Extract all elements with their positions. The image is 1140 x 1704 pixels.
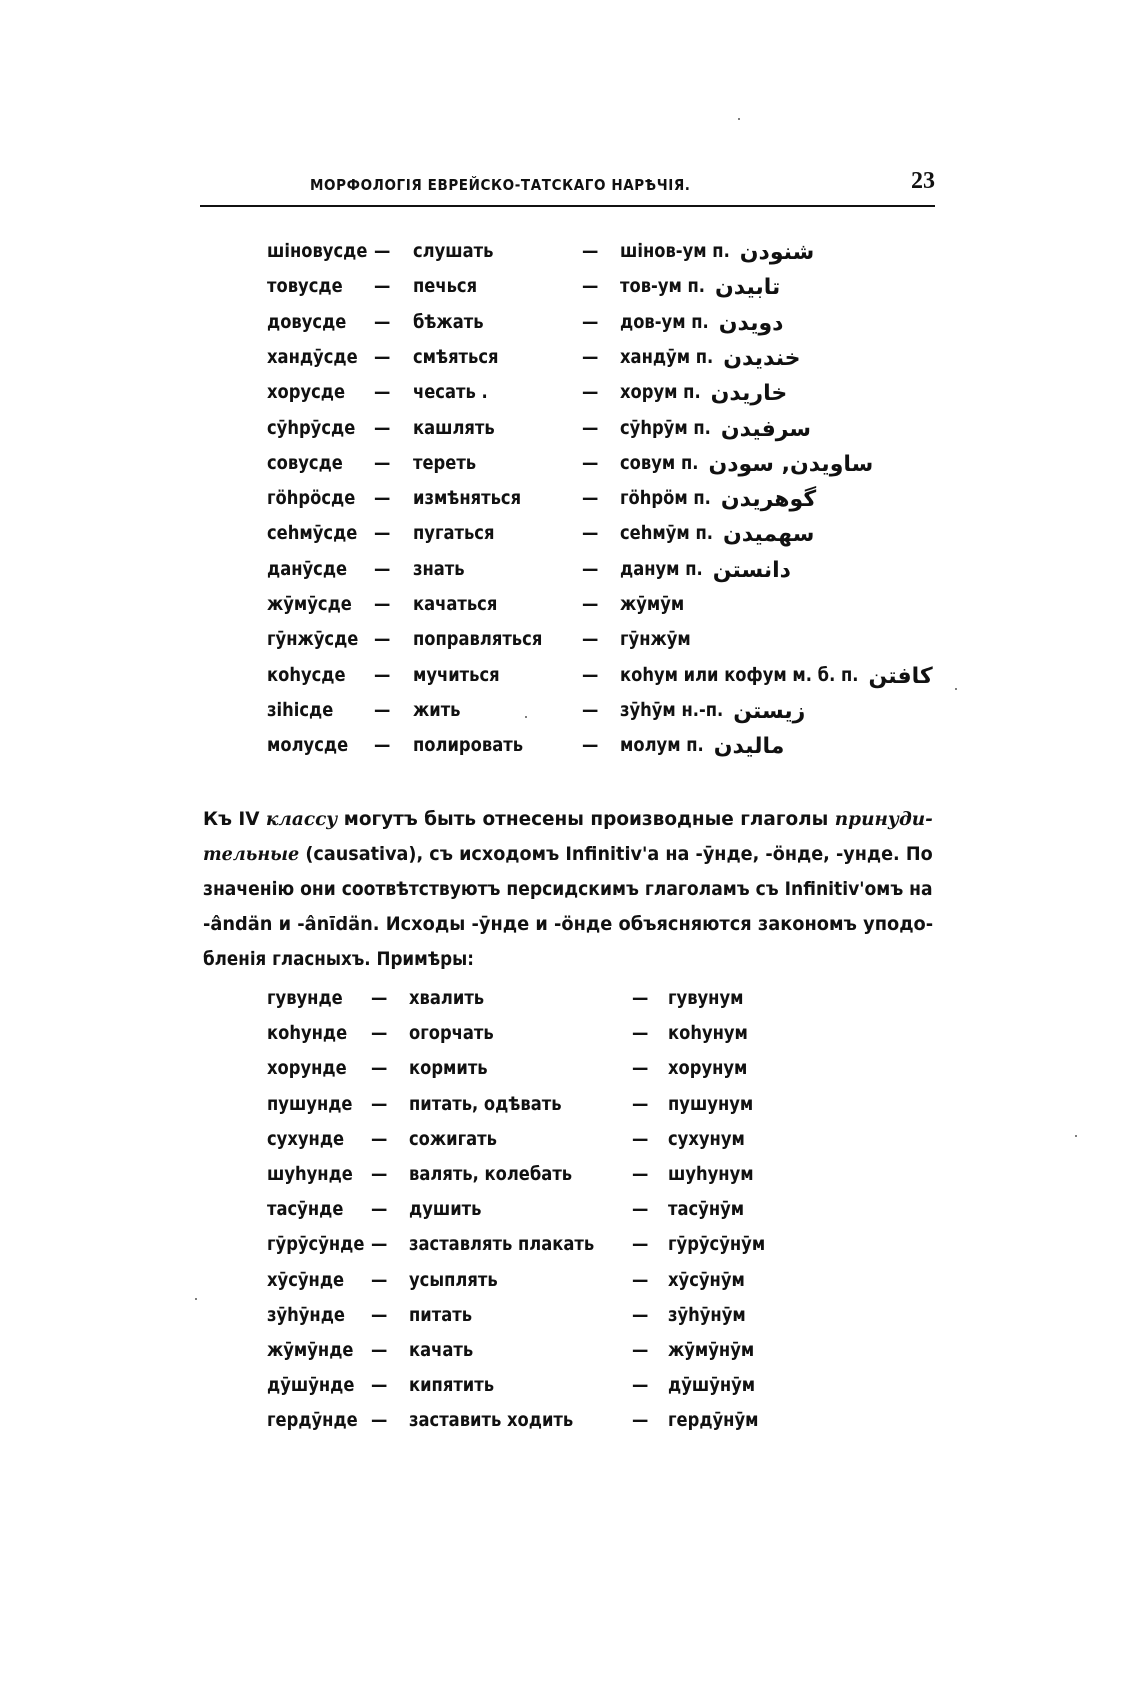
em-dash: — [582,628,599,651]
em-dash: — [582,557,599,580]
em-dash: — [582,522,599,545]
em-dash: — [374,557,391,580]
em-dash: — [371,1339,388,1361]
persian-cognate: مالیدن [713,734,785,760]
table-row [0,1022,1140,1056]
em-dash: — [371,1057,388,1080]
em-dash: — [582,487,599,510]
causative-meaning: питать [409,1303,473,1326]
em-dash: — [582,698,599,721]
causative-infinitive: дӯшӯнде [267,1374,355,1397]
em-dash: — [371,987,388,1009]
em-dash: — [374,381,391,404]
persian-cognate: دویدن [718,310,784,336]
causative-infinitive: зӯһӯнде [267,1303,346,1326]
em-dash: — [632,1127,649,1150]
table-row [0,734,1140,768]
em-dash: — [582,663,599,686]
em-dash: — [632,987,649,1009]
table-row [0,1233,1140,1267]
verb-infinitive: коһусде [267,663,346,686]
em-dash: — [582,345,599,368]
verb-present-form: шінов-ум п. [620,240,730,262]
causative-infinitive: гувунде [267,987,343,1009]
em-dash: — [371,1163,388,1185]
causative-meaning: валять, колебать [409,1163,573,1185]
em-dash: — [374,487,391,510]
verb-infinitive: хандӯсде [267,345,358,368]
persian-cognate: خندیدن [723,345,801,371]
verb-present-form: гӯнжӯм [620,628,691,651]
em-dash: — [632,1268,649,1291]
table-row [0,1339,1140,1373]
verb-meaning: мучиться [413,663,500,686]
causative-infinitive: тасӯнде [267,1198,344,1221]
verb-meaning: пугаться [413,522,495,545]
verb-infinitive: сеһмӯсде [267,522,358,545]
em-dash: — [632,1163,649,1185]
em-dash: — [582,593,599,615]
verb-meaning: бѣжать [413,310,484,333]
verb-present-form: хандӯм п. [620,345,714,368]
table-row [0,1409,1140,1443]
causative-infinitive: хорунде [267,1057,347,1080]
causative-present-form: хӯсӯнӯм [668,1268,745,1291]
verb-present-form: сеһмӯм п. [620,522,713,545]
verb-infinitive: гӯнжӯсде [267,628,359,651]
verb-meaning: поправляться [413,628,543,651]
verb-infinitive: молусде [267,734,349,757]
causative-infinitive: коһунде [267,1022,348,1045]
em-dash: — [632,1374,649,1397]
em-dash: — [582,240,599,262]
paragraph-line-5: бленія гласныхъ. Примѣры: [203,948,474,970]
verb-meaning: жить [413,698,461,721]
verb-infinitive: хорусде [267,381,346,404]
causative-present-form: шуһунум [668,1163,754,1185]
verb-present-form: тов-ум п. [620,275,706,298]
em-dash: — [374,628,391,651]
em-dash: — [582,310,599,333]
causative-meaning: сожигать [409,1127,497,1150]
table-row [0,987,1140,1021]
verb-infinitive: совусде [267,451,343,474]
causative-infinitive: хӯсӯнде [267,1268,345,1291]
table-row [0,381,1140,415]
em-dash: — [371,1409,388,1432]
em-dash: — [582,451,599,474]
scan-speck [195,1298,197,1300]
persian-cognate: دانستن [712,557,791,583]
running-title: МОРФОЛОГІЯ ЕВРЕЙСКО-ТАТСКАГО НАРѢЧІЯ. [310,176,691,194]
table-row [0,487,1140,521]
table-row [0,311,1140,345]
verb-present-form: дов-ум п. [620,310,709,333]
verb-present-form: гӧһрӧм п. [620,487,711,510]
verb-meaning: кашлять [413,416,495,439]
causative-present-form: сухунум [668,1127,745,1150]
table-row [0,1128,1140,1162]
scan-speck [1075,1135,1077,1137]
persian-cognate: گوهریدن [720,487,817,513]
causative-meaning: заставить ходить [409,1409,574,1432]
em-dash: — [374,522,391,545]
causative-present-form: гувунум [668,987,744,1009]
em-dash: — [371,1022,388,1045]
em-dash: — [632,1092,649,1115]
verb-infinitive: довусде [267,310,347,333]
table-row [0,1093,1140,1127]
page-number: 23 [911,168,935,194]
em-dash: — [374,416,391,439]
causative-meaning: усыплять [409,1268,498,1291]
em-dash: — [632,1339,649,1361]
persian-cognate: سهمیدن [722,522,815,548]
em-dash: — [374,593,391,615]
causative-meaning: заставлять плакать [409,1233,595,1256]
table-row [0,346,1140,380]
scan-speck [955,688,957,690]
causative-meaning: душить [409,1198,482,1221]
em-dash: — [632,1198,649,1221]
causative-meaning: хвалить [409,987,485,1009]
causative-present-form: тасӯнӯм [668,1198,745,1221]
causative-infinitive: гердӯнде [267,1409,358,1432]
em-dash: — [582,275,599,298]
em-dash: — [632,1409,649,1432]
persian-cognate: تابیدن [715,275,781,301]
verb-meaning: чесать . [413,381,488,404]
em-dash: — [374,275,391,298]
em-dash: — [371,1198,388,1221]
em-dash: — [632,1303,649,1326]
table-row [0,1374,1140,1408]
verb-present-form: сӯһрӯм п. [620,416,711,439]
table-row [0,1163,1140,1197]
header-rule [200,205,935,207]
verb-present-form: зӯһӯм н.-п. [620,698,724,721]
verb-infinitive: товусде [267,275,343,298]
table-row [0,1198,1140,1232]
causative-meaning: качать [409,1339,474,1361]
verb-present-form: хорум п. [620,381,701,404]
causative-meaning: огорчать [409,1022,494,1045]
causative-present-form: жӯмӯнӯм [668,1339,755,1361]
table-row [0,1057,1140,1091]
verb-meaning: тереть [413,451,477,474]
causative-present-form: зӯһӯнӯм [668,1303,746,1326]
verb-meaning: слушать [413,240,494,262]
paragraph-line-4: -ândän и -ânīdän. Исходы -ӯнде и -ӧнде объясняются закономъ уподо- [203,913,934,935]
verb-infinitive: зіһісде [267,698,334,721]
verb-infinitive: сӯһрӯсде [267,416,356,439]
table-row [0,628,1140,662]
table-row [0,452,1140,486]
persian-cognate: ساویدن, سودن [708,451,874,477]
table-row [0,275,1140,309]
causative-present-form: дӯшӯнӯм [668,1374,756,1397]
persian-cognate: سرفیدن [720,416,812,442]
verb-infinitive: данӯсде [267,557,348,580]
verb-present-form: совум п. [620,451,699,474]
persian-cognate: زیستن [733,698,806,724]
table-row [0,240,1140,274]
paragraph-line-3: значенію они соотвѣтствуютъ персидскимъ глаголамъ съ Infinitiv'омъ на [203,878,933,900]
em-dash: — [371,1303,388,1326]
scan-speck [738,118,740,120]
causative-present-form: пушунум [668,1092,754,1115]
em-dash: — [374,663,391,686]
causative-meaning: кормить [409,1057,488,1080]
causative-meaning: питать, одѣвать [409,1092,562,1115]
verb-meaning: печься [413,275,478,298]
verb-present-form: коһум или кофум м. б. п. [620,663,859,686]
verb-infinitive: жӯмӯсде [267,593,352,615]
causative-infinitive: жӯмӯнде [267,1339,354,1361]
em-dash: — [582,381,599,404]
persian-cognate: خاریدن [710,381,788,407]
verb-present-form: молум п. [620,734,704,757]
em-dash: — [632,1022,649,1045]
table-row [0,1304,1140,1338]
em-dash: — [371,1127,388,1150]
em-dash: — [374,734,391,757]
table-row [0,664,1140,698]
em-dash: — [632,1233,649,1256]
causative-meaning: кипятить [409,1374,495,1397]
scan-speck [525,716,527,718]
em-dash: — [371,1374,388,1397]
causative-infinitive: шуһунде [267,1163,353,1185]
causative-present-form: хорунум [668,1057,748,1080]
verb-present-form: данум п. [620,557,703,580]
em-dash: — [374,698,391,721]
table-row [0,699,1140,733]
em-dash: — [371,1233,388,1256]
persian-cognate: کافتن [868,663,933,689]
verb-infinitive: гӧһрӧсде [267,487,356,510]
running-head [200,168,935,202]
verb-meaning: знать [413,557,465,580]
causative-present-form: гердӯнӯм [668,1409,759,1432]
verb-meaning: полировать [413,734,524,757]
verb-meaning: смѣяться [413,345,499,368]
causative-present-form: коһунум [668,1022,748,1045]
em-dash: — [374,451,391,474]
verb-meaning: измѣняться [413,487,522,510]
persian-cognate: شنودن [739,240,815,265]
em-dash: — [374,345,391,368]
paragraph-line-1: Къ IV классу могутъ быть отнесены производные глаголы принуди- [203,808,933,830]
causative-infinitive: пушунде [267,1092,353,1115]
em-dash: — [371,1268,388,1291]
causative-infinitive: гӯрӯсӯнде [267,1233,365,1256]
body-paragraph [203,802,933,977]
em-dash: — [371,1092,388,1115]
table-row [0,593,1140,627]
table-row [0,417,1140,451]
causative-present-form: гӯрӯсӯнӯм [668,1233,766,1256]
paragraph-line-2: тельные (causativa), съ исходомъ Infinitiv'а на -ӯнде, -ӧнде, -унде. По [203,843,933,865]
em-dash: — [582,416,599,439]
em-dash: — [582,734,599,757]
verb-infinitive: шіновусде [267,240,368,262]
table-row [0,558,1140,592]
table-row [0,1269,1140,1303]
verb-present-form: жӯмӯм [620,593,685,615]
em-dash: — [632,1057,649,1080]
table-row [0,522,1140,556]
causative-infinitive: сухунде [267,1127,345,1150]
em-dash: — [374,310,391,333]
verb-meaning: качаться [413,593,498,615]
em-dash: — [374,240,391,262]
